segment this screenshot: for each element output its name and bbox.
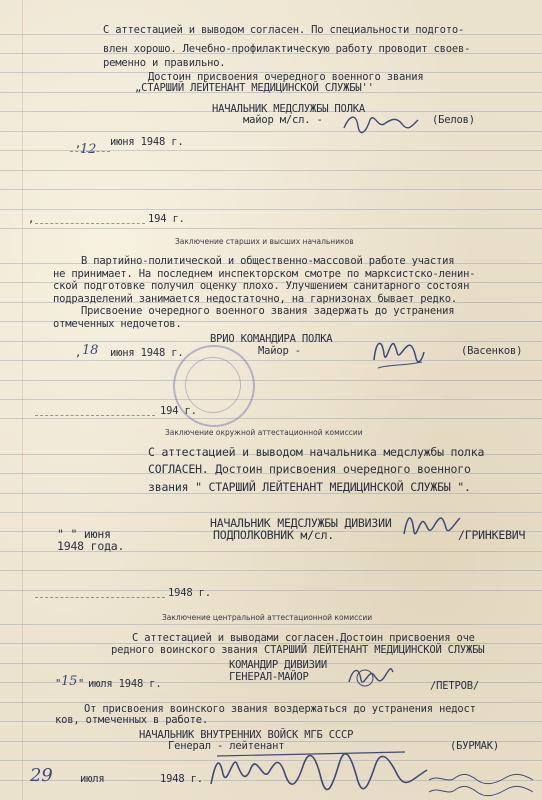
- text-line: Присвоение очередного военного звания задержать до устранения: [81, 305, 455, 317]
- date-line-1: " " июня: [57, 527, 111, 541]
- signer-title: НАЧАЛЬНИК МЕДСЛУЖБЫ ДИВИЗИИ: [210, 516, 392, 530]
- margin-line: [22, 0, 23, 800]
- signer-rank: ГЕНЕРАЛ-МАЙОР: [229, 671, 309, 683]
- blank-date: 194 г.: [148, 213, 185, 225]
- signature-belov: [340, 108, 420, 136]
- date-rest: июля: [80, 773, 105, 785]
- blank-date: 1948 г.: [168, 587, 211, 599]
- date-rest: июня 1948 г.: [110, 136, 184, 148]
- text-line: С аттестацией и выводом согласен. По специальности подгото-: [103, 24, 465, 36]
- section-heading: Заключение старших и высших начальников: [175, 237, 354, 246]
- text-line: От присвоения воинского звания воздержаться до устранения недост: [84, 703, 476, 715]
- date-year: 1948 г.: [160, 773, 203, 785]
- text-line: влен хорошо. Лечебно-профилактическую работу проводит своев-: [103, 43, 471, 55]
- text-line: ков, отмеченных в работе.: [55, 714, 209, 726]
- signer-title: НАЧАЛЬНИК ВНУТРЕННИХ ВОЙСК МГБ СССР: [139, 729, 354, 741]
- signer-title: КОМАНДИР ДИВИЗИИ: [229, 659, 327, 671]
- text-line: редного воинского звания СТАРШИЙ ЛЕЙТЕНАНТ МЕДИЦИНСКОЙ СЛУЖБЫ: [111, 644, 485, 656]
- text-line: отмеченных недочетов.: [53, 318, 182, 330]
- date-day: 12: [80, 142, 97, 157]
- text-line: „СТАРШИЙ ЛЕЙТЕНАНТ МЕДИЦИНСКОЙ СЛУЖБЫ'': [135, 82, 374, 94]
- signature-grinkevich: [400, 506, 464, 546]
- date-rest: июня 1948 г.: [110, 347, 184, 359]
- signer-title: НАЧАЛЬНИК МЕДСЛУЖБЫ ПОЛКА: [212, 103, 366, 115]
- blank-date: 194 г.: [160, 405, 197, 417]
- date-line-2: 1948 года.: [57, 539, 125, 553]
- signer-rank: майор м/сл. -: [243, 114, 323, 126]
- signature-petrov: [345, 660, 395, 692]
- signature-burmak: [205, 744, 435, 796]
- date-day: 18: [82, 343, 99, 358]
- signer-name: (Васенков): [461, 345, 523, 357]
- text-line: ременно и правильно.: [103, 57, 226, 69]
- signer-rank: Генерал - лейтенант: [168, 740, 285, 752]
- text-line: СОГЛАСЕН. Достоин присвоения очередного военного: [148, 462, 471, 476]
- text-line: звания " СТАРШИЙ ЛЕЙТЕНАНТ МЕДИЦИНСКОЙ СЛУЖБЫ ".: [148, 480, 471, 494]
- signature-vasenkov: [368, 330, 428, 374]
- signer-title: ВРИО КОМАНДИРА ПОЛКА: [210, 333, 333, 345]
- signer-rank: ПОДПОЛКОВНИК м/сл.: [213, 528, 335, 542]
- date-rest: июля 1948 г.: [88, 678, 162, 690]
- text-line: подразделений занимается недостаточно, на гарнизонах бывает редко.: [53, 293, 458, 305]
- signer-name: /ПЕТРОВ/: [430, 680, 479, 692]
- signer-name: /ГРИНКЕВИЧ: [458, 528, 526, 542]
- text-line: В партийно-политической и общественно-массовой работе участия: [81, 255, 455, 267]
- date-day: 15: [61, 674, 78, 689]
- date-day: 29: [30, 765, 53, 786]
- section-heading: Заключение центральной аттестационной комиссии: [162, 613, 373, 622]
- handwritten-note: [425, 770, 537, 798]
- text-line: С аттестацией и выводом начальника медслужбы полка: [148, 445, 485, 459]
- text-line: не принимает. На последнем инспекторском смотре по марксистско-ленин-: [53, 268, 476, 280]
- signer-rank: Майор -: [258, 345, 301, 357]
- document-page: С аттестацией и выводом согласен. По специальности подгото- влен хорошо. Лечебно-профилактическую работу проводит своев- ременно и правильно. Достоин присвоения очередного военного звания „СТАРШИЙ ЛЕЙТЕНАНТ МЕДИЦИНСКОЙ СЛУЖБЫ'' НАЧАЛЬНИК МЕДСЛУЖБЫ ПОЛКА майор м/сл. - (Белов) , 12 июня 1948 г. , 194 г. Заключение старших и высших начальников В партийно-политической и общественно-массовой работе участия не принимает. На последнем инспекторском смотре по марксистско-ленин- ской подготовке получил оценку плохо. Улучшением санитарного состоян подразделений занимается недостаточно, на гарнизонах бывает редко. Присвоение очередного военного звания задержать до устранения отмеченных недочетов. ВРИО КОМАНДИРА ПОЛКА Майор - (Васенков) , 18 июня 1948 г. 194 г. Заключение окружной аттестационной комиссии С аттестацией и выводом начальника медслужбы полка СОГЛАСЕН. Достоин присвоения очередного военного звания " СТАРШИЙ ЛЕЙТЕНАНТ МЕДИЦИНСКОЙ СЛУЖБЫ ". НАЧАЛЬНИК МЕДСЛУЖБЫ ДИВИЗИИ ПОДПОЛКОВНИК м/сл. /ГРИНКЕВИЧ " " июня 1948 года. 1948 г. Заключение центральной аттестационной комиссии С аттестацией и выводами согласен.Достоин присвоения оче редного воинского звания СТАРШИЙ ЛЕЙТЕНАНТ МЕДИЦИНСКОЙ СЛУЖБЫ КОМАНДИР ДИВИЗИИ ГЕНЕРАЛ-МАЙОР /ПЕТРОВ/ " 15 " июля 1948 г. От присвоения воинского звания воздержаться до устранения недост ков, отмеченных в работе. НАЧАЛЬНИК ВНУТРЕННИХ ВОЙСК МГБ СССР Генерал - лейтенант (БУРМАК) 29 июля 1948 г.: [0, 0, 542, 800]
- text-line: С аттестацией и выводами согласен.Достоин присвоения оче: [132, 632, 475, 644]
- signer-name: (БУРМАК): [450, 740, 499, 752]
- signer-name: (Белов): [432, 114, 475, 126]
- section-heading: Заключение окружной аттестационной комиссии: [165, 428, 363, 437]
- text-line: ской подготовке получил оценку плохо. Улучшением санитарного состоян: [53, 280, 470, 292]
- text-line: Достоин присвоения очередного военного звания: [148, 71, 424, 83]
